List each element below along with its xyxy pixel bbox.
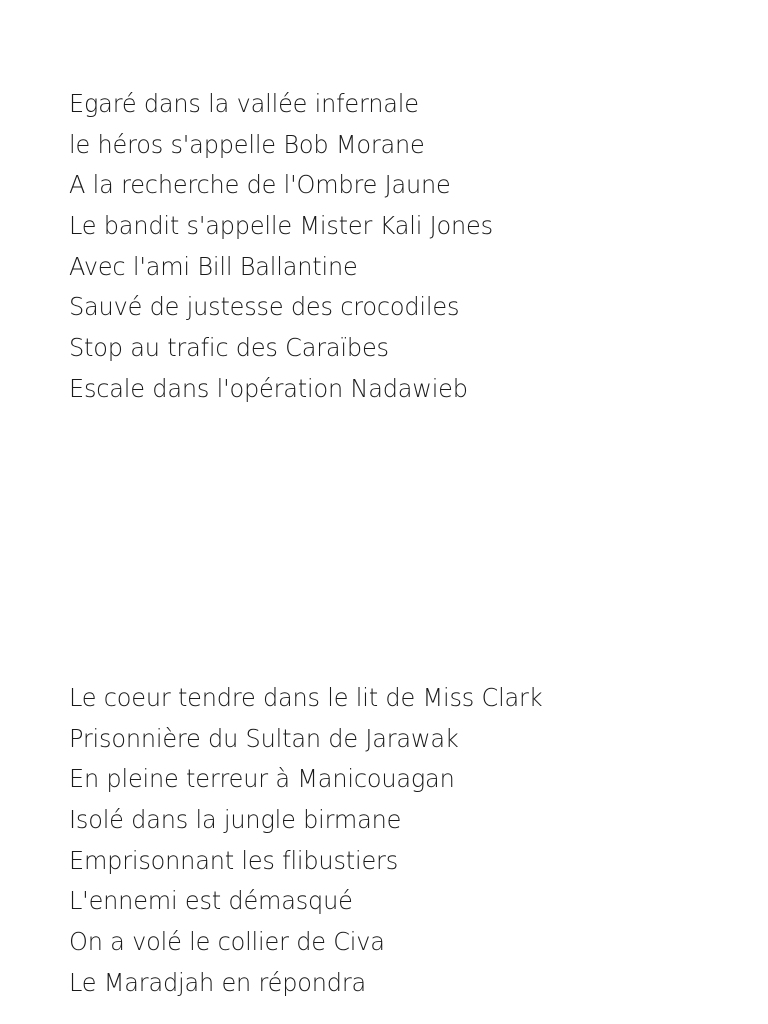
- verse-line: Avec l'ami Bill Ballantine: [69, 251, 358, 281]
- verse-line: Egaré dans la vallée infernale: [69, 89, 419, 118]
- verse-line: Le bandit s'appelle Mister Kali Jones: [69, 211, 493, 241]
- verse-line: En pleine terreur à Manicouagan: [69, 764, 455, 794]
- verse-line: Emprisonnant les flibustiers: [69, 845, 399, 875]
- stanza-1: [69, 84, 709, 410]
- verse-line: Escale dans l'opération Nadawieb: [69, 373, 468, 403]
- verse-line: Stop au trafic des Caraïbes: [69, 333, 389, 363]
- verse-line: le héros s'appelle Bob Morane: [69, 129, 425, 159]
- verse-line: Le coeur tendre dans le lit de Miss Clark: [69, 683, 543, 712]
- verse-line: Sauvé de justesse des crocodiles: [69, 292, 460, 322]
- verse-line: Prisonnière du Sultan de Jarawak: [69, 723, 459, 753]
- verse-line: L'ennemi est démasqué: [69, 886, 353, 916]
- verse-line: A la recherche de l'Ombre Jaune: [69, 170, 451, 200]
- stanza-2: [69, 678, 709, 1004]
- verse-line: Isolé dans la jungle birmane: [69, 805, 402, 835]
- verse-line: On a volé le collier de Civa: [69, 927, 385, 957]
- verse-line: Le Maradjah en répondra: [69, 967, 367, 997]
